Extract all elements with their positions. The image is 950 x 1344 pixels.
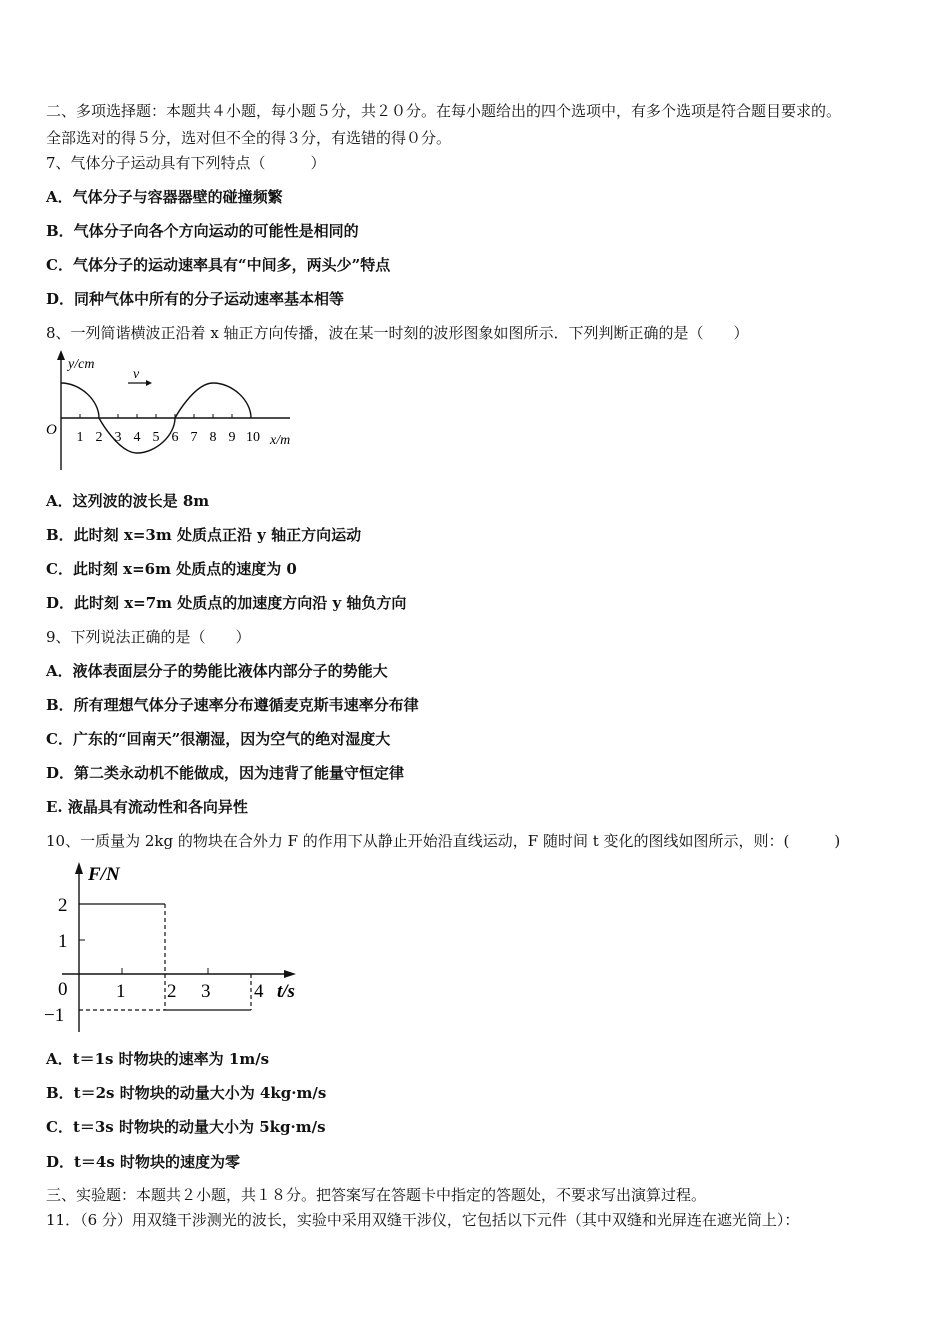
q8-stem: 8、一列简谐横波正沿着 x 轴正方向传播，波在某一时刻的波形图象如图所示．下列判断正确的是（ ） bbox=[46, 324, 749, 342]
q8-velocity-label: v bbox=[133, 367, 140, 382]
section2-instructions-line2: 全部选对的得５分，选对但不全的得３分，有选错的得０分。 bbox=[46, 129, 452, 147]
q8-x-tick: 3 bbox=[114, 430, 122, 445]
q9-option-b: B．所有理想气体分子速率分布遵循麦克斯韦速率分布律 bbox=[46, 696, 419, 714]
q9-stem: 9、下列说法正确的是（ ） bbox=[46, 628, 251, 646]
q10-option-a: A．t＝1s 时物块的速率为 1m/s bbox=[46, 1050, 270, 1068]
q8-y-axis-arrow bbox=[57, 350, 65, 360]
q10-x-tick: 3 bbox=[201, 981, 211, 1002]
q8-wave-graph bbox=[40, 348, 310, 476]
q10-y-tick: −1 bbox=[44, 1005, 65, 1026]
q8-y-label: y/cm bbox=[68, 357, 95, 372]
q10-y-label: F/N bbox=[88, 864, 120, 885]
q8-option-a: A．这列波的波长是 8m bbox=[46, 492, 210, 510]
q8-x-tick: 2 bbox=[95, 430, 103, 445]
q9-option-a: A．液体表面层分子的势能比液体内部分子的势能大 bbox=[46, 662, 388, 680]
q9-option-d: D．第二类永动机不能做成，因为违背了能量守恒定律 bbox=[46, 764, 405, 782]
q10-option-d: D．t＝4s 时物块的速度为零 bbox=[46, 1153, 241, 1171]
q9-option-c: C．广东的“回南天”很潮湿，因为空气的绝对湿度大 bbox=[46, 730, 391, 748]
q8-x-tick: 10 bbox=[246, 430, 260, 445]
q8-x-tick: 9 bbox=[228, 430, 236, 445]
q7-option-c: C．气体分子的运动速率具有“中间多，两头少”特点 bbox=[46, 256, 391, 274]
q7-option-d: D．同种气体中所有的分子运动速率基本相等 bbox=[46, 290, 345, 308]
q10-y-axis-arrow bbox=[75, 862, 83, 874]
q10-force-graph bbox=[40, 858, 320, 1036]
q8-option-c: C．此时刻 x=6m 处质点的速度为 0 bbox=[46, 560, 297, 578]
q8-option-d: D．此时刻 x=7m 处质点的加速度方向沿 y 轴负方向 bbox=[46, 594, 407, 612]
q10-option-c: C．t＝3s 时物块的动量大小为 5kg·m/s bbox=[46, 1118, 326, 1136]
q7-option-a: A．气体分子与容器器壁的碰撞频繁 bbox=[46, 188, 283, 206]
q7-option-b: B．气体分子向各个方向运动的可能性是相同的 bbox=[46, 222, 359, 240]
q8-option-b: B．此时刻 x=3m 处质点正沿 y 轴正方向运动 bbox=[46, 526, 362, 544]
section2-instructions-line1: 二、多项选择题：本题共４小题，每小题５分，共２０分。在每小题给出的四个选项中，有多个选项是符合题目要求的。 bbox=[46, 102, 842, 120]
q10-y-tick: 1 bbox=[58, 931, 68, 952]
q10-option-b: B．t＝2s 时物块的动量大小为 4kg·m/s bbox=[46, 1084, 327, 1102]
q8-x-tick: 5 bbox=[152, 430, 160, 445]
q8-velocity-arrowhead bbox=[146, 380, 152, 386]
q10-origin-label: 0 bbox=[58, 979, 68, 1000]
q10-x-tick: 4 bbox=[254, 981, 264, 1002]
q10-x-tick: 2 bbox=[167, 981, 177, 1002]
q8-x-tick: 1 bbox=[76, 430, 84, 445]
q8-origin-label: O bbox=[46, 422, 57, 438]
q11-stem: 11．（6 分）用双缝干涉测光的波长，实验中采用双缝干涉仪，它包括以下元件（其中双缝和光屏连在遮光筒上）： bbox=[46, 1211, 800, 1229]
q8-x-tick: 8 bbox=[209, 430, 217, 445]
q10-x-axis-arrow bbox=[284, 970, 296, 978]
q10-stem: 10、一质量为 2kg 的物块在合外力 F 的作用下从静止开始沿直线运动，F 随时间 t 变化的图线如图所示，则：( ) bbox=[46, 832, 841, 850]
q7-stem: 7、气体分子运动具有下列特点（ ） bbox=[46, 154, 326, 172]
q8-x-tick: 4 bbox=[133, 430, 141, 445]
q8-x-tick: 7 bbox=[190, 430, 198, 445]
section3-instructions: 三、实验题：本题共２小题，共１８分。把答案写在答题卡中指定的答题处，不要求写出演算过程。 bbox=[46, 1186, 707, 1204]
q10-x-tick: 1 bbox=[116, 981, 126, 1002]
q8-x-label: x/m bbox=[270, 433, 291, 448]
q9-option-e: E. 液晶具有流动性和各向异性 bbox=[46, 798, 248, 816]
q10-x-label: t/s bbox=[277, 981, 295, 1002]
q8-x-tick: 6 bbox=[171, 430, 179, 445]
q10-y-tick: 2 bbox=[58, 895, 68, 916]
